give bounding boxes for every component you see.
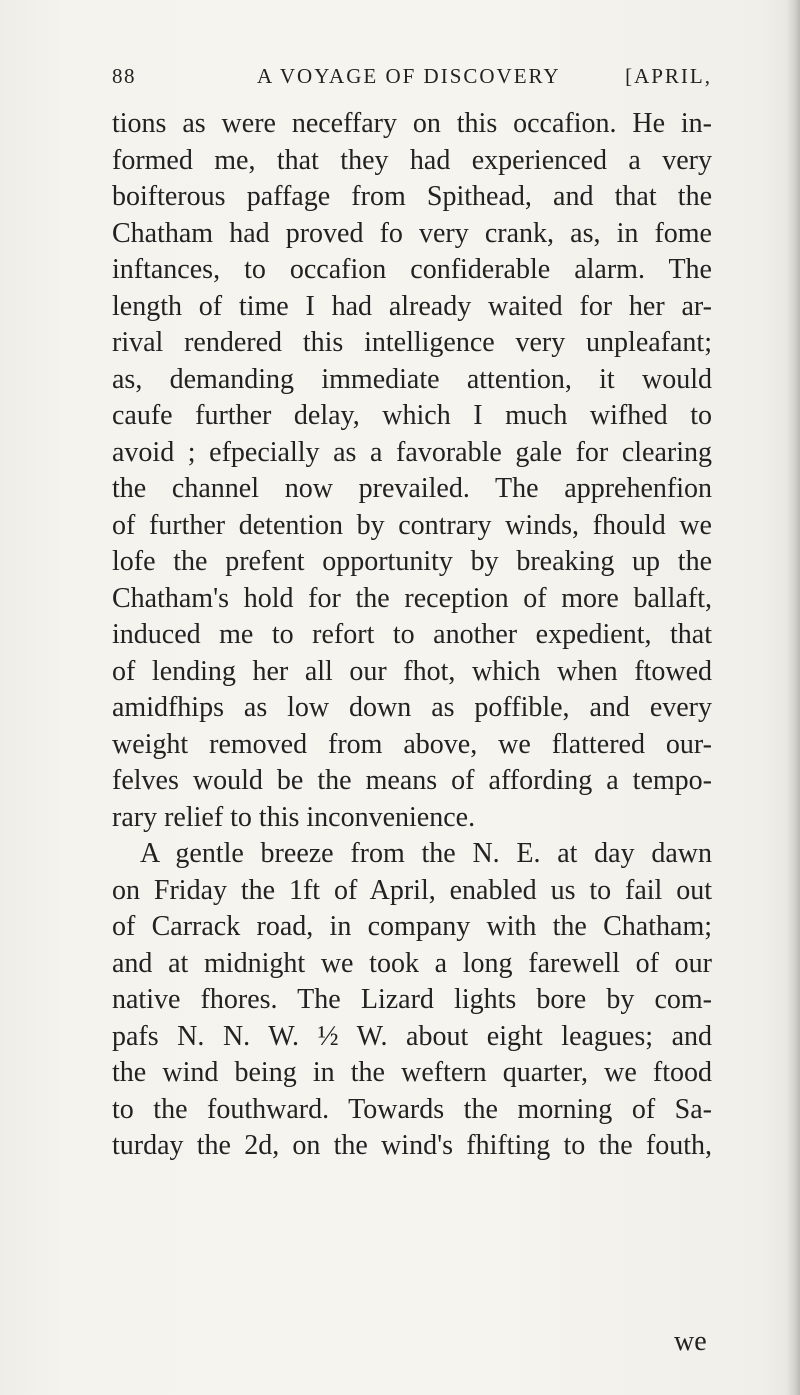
page-edge-shadow — [786, 0, 800, 1395]
text-line: pafs N. N. W. ½ W. about eight leagues; and — [112, 1020, 712, 1052]
text-line: lofe the prefent opportunity by breaking up the — [112, 546, 712, 577]
text-line: felves would be the means of affording a tempo- — [112, 765, 712, 796]
text-line: formed me, that they had experienced a very — [112, 144, 712, 176]
text-line: inftances, to occafion confiderable alarm. The — [112, 254, 712, 285]
text-line: of lending her all our fhot, which when ftowed — [112, 655, 712, 687]
running-month: [APRIL, — [625, 64, 712, 88]
text-line: weight removed from above, we flattered our- — [112, 728, 712, 760]
text-line: rary relief to this inconvenience. — [112, 801, 476, 833]
running-header — [112, 64, 712, 94]
text-line: to the fouthward. Towards the morning of Sa- — [112, 1093, 712, 1125]
text-line: the channel now prevailed. The apprehenfion — [112, 473, 712, 504]
text-line: of Carrack road, in company with the Chatham; — [112, 911, 712, 942]
text-line: tions as were neceffary on this occafion. He in- — [112, 108, 712, 139]
text-line: boifterous paffage from Spithead, and that the — [112, 181, 712, 212]
text-line: of further detention by contrary winds, fhould we — [112, 509, 712, 541]
text-line: Chatham had proved fo very crank, as, in fome — [112, 217, 712, 249]
text-line: Chatham's hold for the reception of more ballaft, — [112, 582, 712, 614]
text-line: caufe further delay, which I much wifhed to — [112, 400, 712, 431]
text-line: induced me to refort to another expedient, that — [112, 619, 712, 650]
text-line-paragraph-start: A gentle breeze from the N. E. at day dawn — [140, 838, 712, 869]
text-line: and at midnight we took a long farewell of our — [112, 947, 712, 979]
text-line: the wind being in the weftern quarter, we ftood — [112, 1057, 712, 1088]
body-text — [112, 106, 712, 1165]
text-line: native fhores. The Lizard lights bore by com- — [112, 984, 712, 1015]
text-line: turday the 2d, on the wind's fhifting to the fouth, — [112, 1130, 712, 1161]
text-line: length of time I had already waited for her ar- — [112, 290, 712, 322]
running-title: A VOYAGE OF DISCOVERY — [257, 64, 561, 88]
text-line: as, demanding immediate attention, it would — [112, 363, 712, 395]
catchword: we — [674, 1326, 707, 1357]
text-line: on Friday the 1ft of April, enabled us to fail out — [112, 874, 712, 906]
page-number: 88 — [112, 64, 136, 88]
text-line: avoid ; efpecially as a favorable gale for clearing — [112, 436, 712, 468]
text-line: rival rendered this intelligence very unpleafant; — [112, 327, 712, 358]
text-line: amidfhips as low down as poffible, and every — [112, 692, 712, 723]
